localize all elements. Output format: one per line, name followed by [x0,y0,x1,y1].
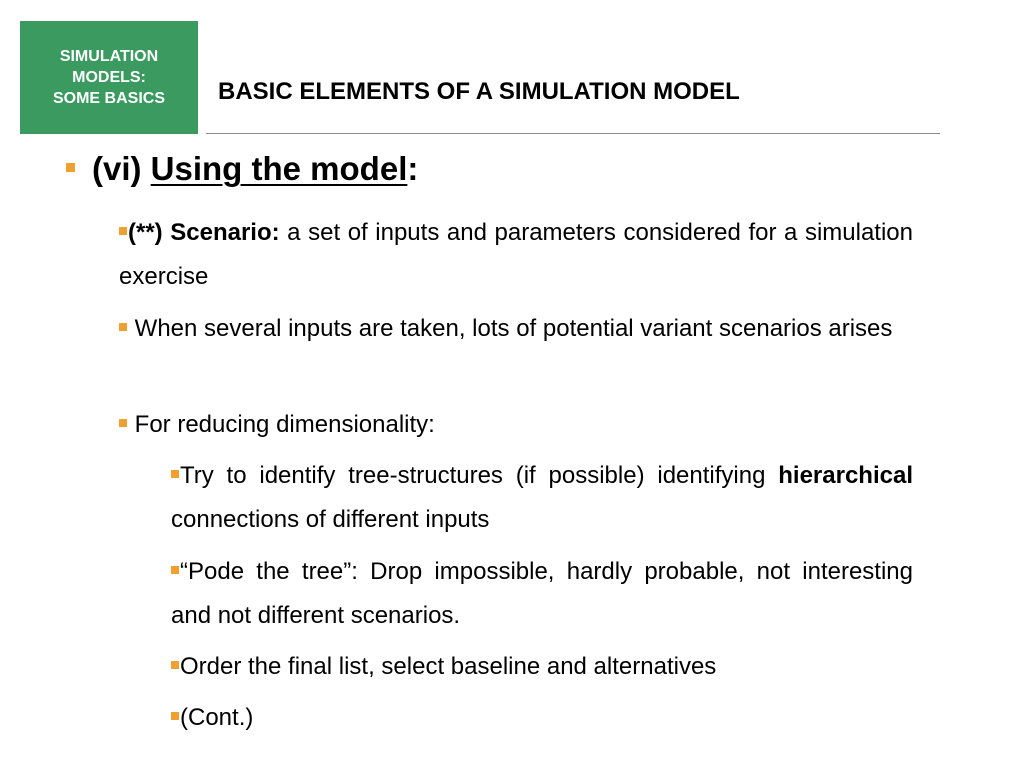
square-bullet-icon [171,712,179,720]
list-item-text: For reducing dimensionality: [134,411,435,438]
list-item-text: When several inputs are taken, lots of potential variant scenarios arises [134,315,893,342]
subitem-order-final-list [171,645,913,689]
main-point-underlined: Using the model [150,150,408,187]
main-point-suffix: : [407,150,419,187]
square-bullet-icon [119,323,127,331]
subitem-pode-the-tree [171,550,913,638]
list-item-several-inputs [119,307,913,351]
subitem-text: “Pode the tree”: Drop impossible, hardly probable, not interesting and not different scenarios. [171,558,913,629]
section-badge-line-1: SIMULATION [59,48,159,65]
section-badge-line-2: MODELS: [72,69,146,86]
title-divider [206,133,940,134]
subitem-text-before: Try to identify tree-structures (if possible) identifying [180,462,779,489]
section-badge-line-3: SOME BASICS [52,90,165,107]
subitem-bold-term: hierarchical [778,462,913,489]
slide-title: BASIC ELEMENTS OF A SIMULATION MODEL [218,78,740,105]
subitem-cont [171,696,913,740]
scenario-definition: a set of inputs and parameters considered for a simulation exercise [119,219,913,290]
list-item-scenario [119,211,913,299]
subitem-text-after: connections of different inputs [171,506,490,533]
square-bullet-icon [66,163,75,172]
section-badge [20,21,198,134]
scenario-term: (**) Scenario: [128,219,280,246]
main-point-prefix: (vi) [92,150,151,187]
main-point-heading [92,150,418,188]
subitem-tree-structures [171,454,913,542]
subitem-text: (Cont.) [180,704,254,731]
subitem-text: Order the final list, select baseline and alternatives [180,653,717,680]
square-bullet-icon [171,470,179,478]
list-item-reducing-dimensionality [119,403,913,447]
square-bullet-icon [119,419,127,427]
square-bullet-icon [119,227,127,235]
square-bullet-icon [171,566,179,574]
square-bullet-icon [171,661,179,669]
